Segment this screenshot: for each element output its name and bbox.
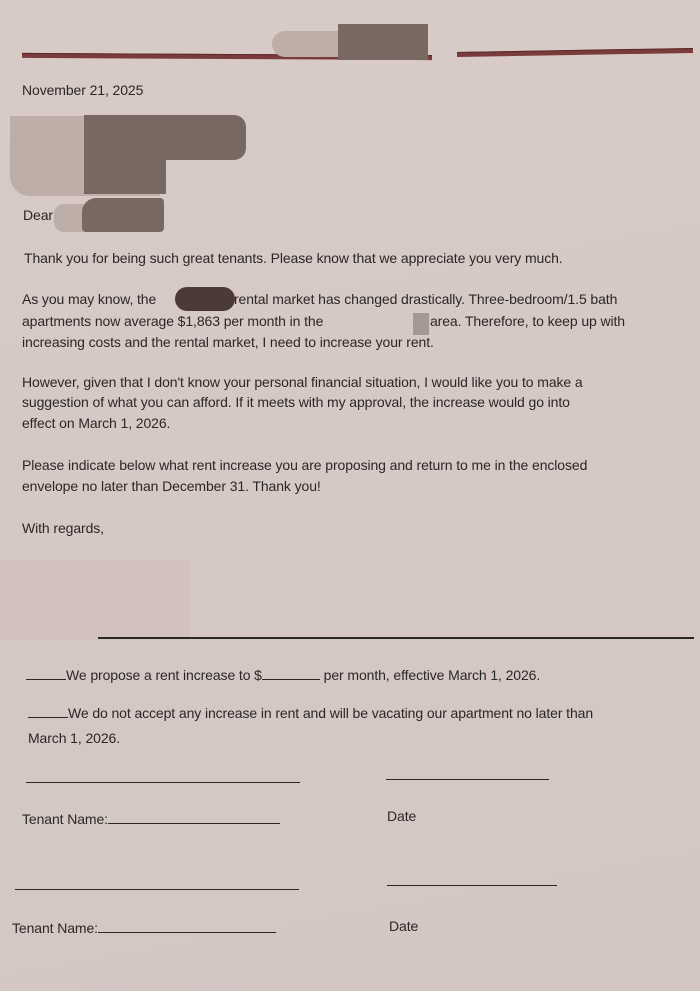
tenant-2-name: Tenant Name:: [12, 920, 276, 936]
paragraph-2-line-1b: rental market has changed drastically. Three-bedroom/1.5 bath: [234, 291, 618, 307]
paragraph-2-line-2a: apartments now average $1,863 per month in the: [22, 313, 324, 329]
redaction: [413, 313, 429, 335]
tenant-1-date-line[interactable]: [386, 779, 549, 780]
letter-date: November 21, 2025: [22, 82, 144, 98]
paragraph-1: Thank you for being such great tenants. Please know that we appreciate you very much.: [24, 250, 563, 266]
redaction: [175, 287, 235, 311]
proposed-amount-blank[interactable]: [262, 667, 320, 680]
redaction: [0, 560, 190, 640]
closing: With regards,: [22, 520, 104, 536]
redaction: [54, 204, 84, 232]
tenant-1-name: Tenant Name:: [22, 811, 280, 827]
option-2-checkbox-blank[interactable]: [28, 705, 68, 718]
paragraph-2-line-3: increasing costs and the rental market, I need to increase your rent.: [22, 334, 434, 350]
option-1: We propose a rent increase to $ per month, effective March 1, 2026.: [26, 667, 540, 683]
redaction: [272, 31, 342, 57]
option-2: We do not accept any increase in rent and will be vacating our apartment no later than: [28, 705, 593, 721]
tenant-1-name-blank[interactable]: [108, 811, 280, 824]
tenant-1-signature-line[interactable]: [26, 782, 300, 783]
redaction: [84, 150, 166, 194]
paragraph-2-line-1a: As you may know, the: [22, 291, 157, 307]
paragraph-3-line-1: However, given that I don't know your personal financial situation, I would like you to make a: [22, 374, 583, 390]
tenant-2-date-label: Date: [389, 918, 419, 934]
redaction: [82, 198, 164, 232]
redaction: [338, 24, 428, 60]
tenant-1-date-label: Date: [387, 808, 417, 824]
paragraph-4-line-1: Please indicate below what rent increase you are proposing and return to me in the enclosed: [22, 457, 588, 473]
letterhead-rule-right: [457, 48, 693, 57]
tenant-2-name-blank[interactable]: [98, 920, 276, 933]
paragraph-4-line-2: envelope no later than December 31. Thank you!: [22, 478, 321, 494]
option-1-checkbox-blank[interactable]: [26, 667, 66, 680]
landlord-signature-line: [98, 637, 694, 639]
salutation: Dear: [23, 207, 53, 223]
tenant-2-date-line[interactable]: [387, 885, 557, 886]
option-2-line-2: March 1, 2026.: [28, 730, 120, 746]
paragraph-2-line-2b: area. Therefore, to keep up with: [430, 313, 625, 329]
tenant-2-signature-line[interactable]: [15, 889, 299, 890]
paragraph-3-line-3: effect on March 1, 2026.: [22, 415, 171, 431]
paragraph-3-line-2: suggestion of what you can afford. If it meets with my approval, the increase would go into: [22, 394, 570, 410]
